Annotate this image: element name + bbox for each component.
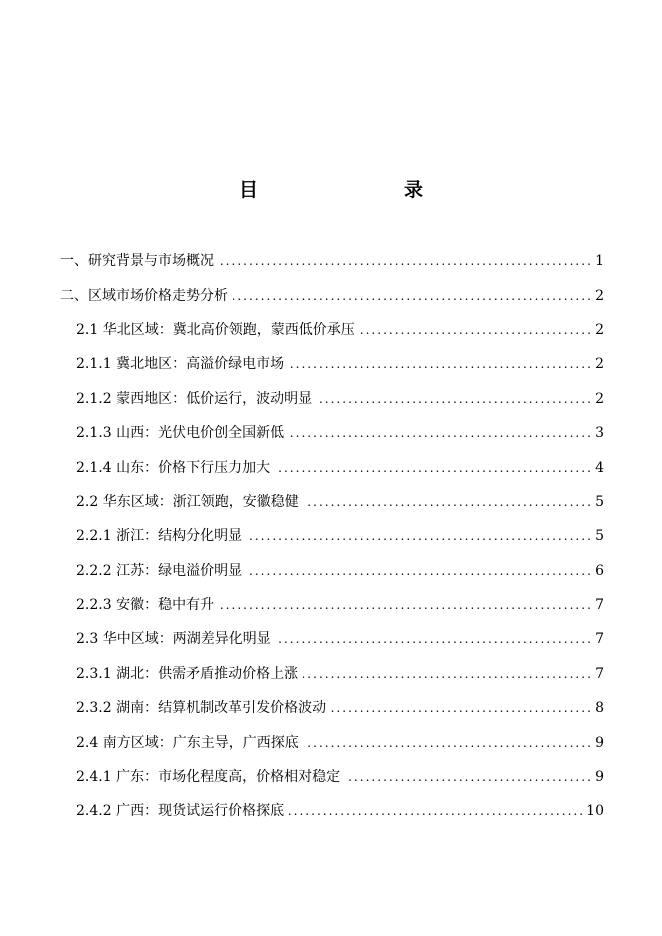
toc-page-number: 7 (595, 631, 604, 648)
toc-dot-leader (304, 733, 590, 753)
toc-page-number: 2 (595, 356, 604, 373)
toc-entry-text: 2.1.3 山西：光伏电价创全国新低 (76, 425, 285, 442)
toc-entry[interactable] (60, 691, 604, 725)
toc-dot-leader (289, 423, 590, 443)
toc-entry-text: 2.3.2 湖南：结算机制改革引发价格波动 (76, 700, 327, 717)
toc-entry-text: 2.3 华中区域：两湖差异化明显 (76, 631, 271, 648)
toc-list (60, 244, 604, 829)
toc-page-number: 5 (595, 528, 604, 545)
toc-entry[interactable] (60, 347, 604, 381)
toc-entry[interactable] (60, 622, 604, 656)
toc-entry-text: 二、区域市场价格走势分析 (60, 287, 228, 304)
toc-dot-leader (303, 664, 590, 684)
toc-entry-text: 2.4 南方区域：广东主导，广西探底 (76, 734, 299, 751)
toc-entry[interactable] (60, 278, 604, 312)
toc-page-number: 10 (586, 803, 604, 820)
toc-entry[interactable] (60, 244, 604, 278)
toc-entry-text: 2.1.4 山东：价格下行压力加大 (76, 459, 271, 476)
toc-page-number: 7 (595, 597, 604, 614)
toc-dot-leader (289, 801, 582, 821)
toc-entry-text: 2.2.1 浙江：结构分化明显 (76, 528, 243, 545)
toc-page-number: 6 (595, 562, 604, 579)
toc-entry[interactable] (60, 657, 604, 691)
toc-dot-leader (345, 767, 590, 787)
toc-entry-text: 2.1.1 冀北地区：高溢价绿电市场 (76, 356, 285, 373)
toc-dot-leader (304, 492, 590, 512)
toc-page-number: 9 (595, 734, 604, 751)
toc-title: 目 录 (238, 179, 459, 201)
toc-dot-leader (331, 698, 590, 718)
toc-page-number: 9 (595, 769, 604, 786)
toc-entry-text: 一、研究背景与市场概况 (60, 253, 214, 270)
toc-entry[interactable] (60, 485, 604, 519)
toc-entry[interactable] (60, 554, 604, 588)
toc-page-number: 4 (595, 459, 604, 476)
toc-entry[interactable] (60, 416, 604, 450)
toc-entry-text: 2.2.2 江苏：绿电溢价明显 (76, 562, 243, 579)
toc-dot-leader (247, 561, 590, 581)
toc-page-number: 5 (595, 493, 604, 510)
toc-dot-leader (317, 389, 590, 409)
toc-page-number: 8 (595, 700, 604, 717)
toc-entry-text: 2.2 华东区域：浙江领跑，安徽稳健 (76, 493, 299, 510)
toc-dot-leader (276, 629, 590, 649)
toc-page-number: 2 (595, 321, 604, 338)
toc-page-number: 3 (595, 425, 604, 442)
toc-entry[interactable] (60, 794, 604, 828)
toc-entry[interactable] (60, 725, 604, 759)
toc-entry[interactable] (60, 313, 604, 347)
toc-dot-leader (233, 286, 590, 306)
toc-dot-leader (219, 595, 590, 615)
toc-page-number: 7 (595, 665, 604, 682)
toc-entry-text: 2.3.1 湖北：供需矛盾推动价格上涨 (76, 665, 299, 682)
toc-dot-leader (289, 354, 590, 374)
toc-dot-leader (275, 458, 590, 478)
toc-entry-text: 2.2.3 安徽：稳中有升 (76, 597, 215, 614)
toc-entry-text: 2.1.2 蒙西地区：低价运行，波动明显 (76, 390, 313, 407)
toc-entry[interactable] (60, 382, 604, 416)
toc-entry[interactable] (60, 588, 604, 622)
toc-dot-leader (247, 526, 590, 546)
toc-entry-text: 2.4.2 广西：现货试运行价格探底 (76, 803, 285, 820)
toc-entry[interactable] (60, 760, 604, 794)
toc-dot-leader (360, 320, 590, 340)
toc-page-number: 2 (595, 390, 604, 407)
toc-entry[interactable] (60, 450, 604, 484)
toc-entry-text: 2.1 华北区域：冀北高价领跑，蒙西低价承压 (76, 321, 355, 338)
toc-entry-text: 2.4.1 广东：市场化程度高，价格相对稳定 (76, 769, 341, 786)
toc-dot-leader (219, 251, 590, 271)
toc-page-number: 1 (595, 253, 604, 270)
toc-page-number: 2 (595, 287, 604, 304)
toc-entry[interactable] (60, 519, 604, 553)
